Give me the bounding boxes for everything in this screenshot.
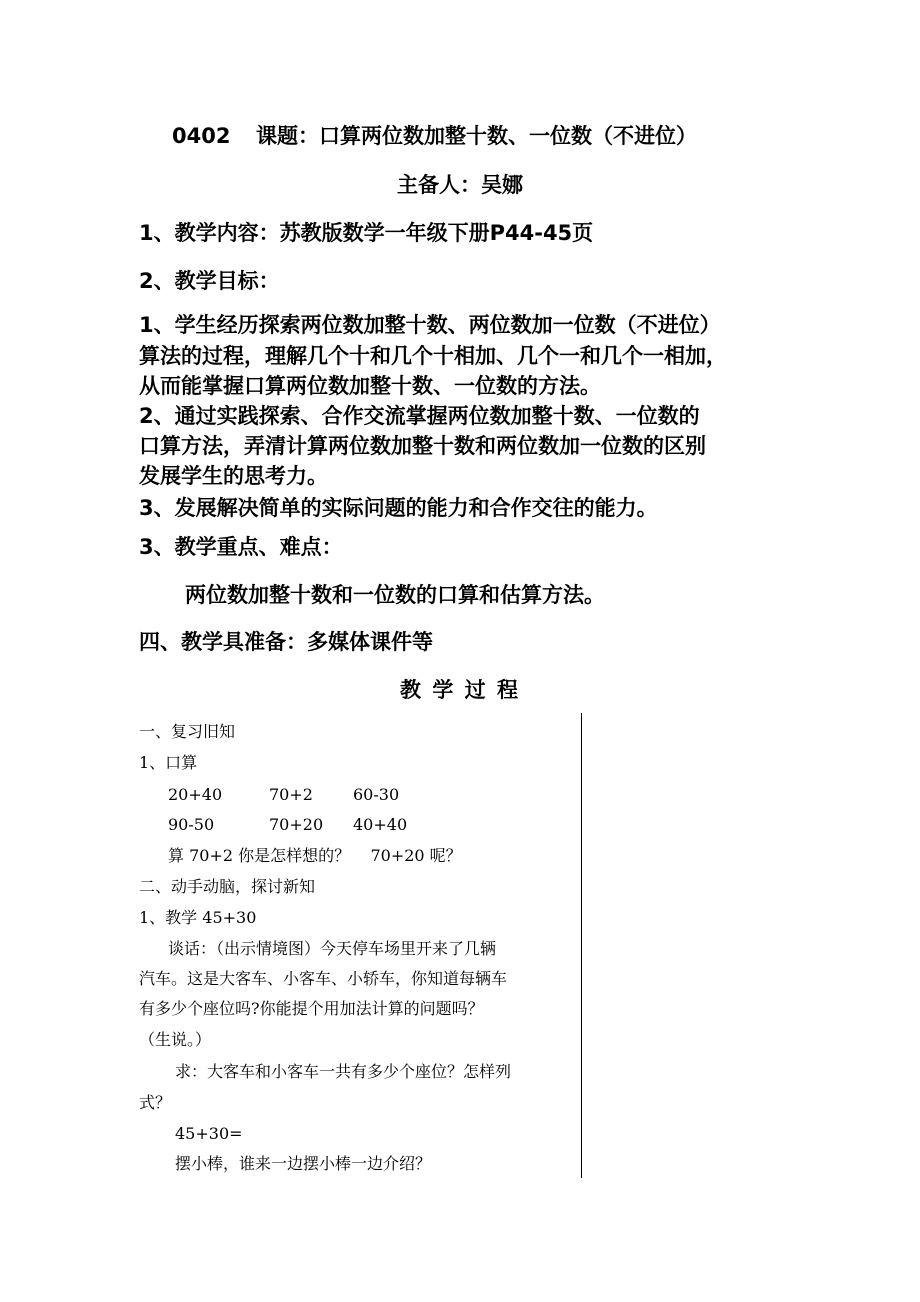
talk-line: 汽车。这是大客车、小客车、小轿车，你知道每辆车: [139, 969, 508, 988]
oral-expr: 60-30: [353, 785, 400, 804]
oral-expr: 20+40: [168, 785, 223, 804]
teach-heading: 1、教学 45+30: [139, 908, 257, 927]
goal-line: 2、通过实践探索、合作交流掌握两位数加整十数、一位数的: [139, 404, 700, 428]
goals-heading: 2、教学目标：: [139, 269, 280, 293]
lesson-code: 0402: [172, 124, 231, 148]
preparer: 主备人：吴娜: [397, 173, 523, 197]
column-divider: [581, 713, 582, 1178]
talk-line: 有多少个座位吗?你能提个用加法计算的问题吗？: [139, 999, 484, 1018]
ask-line: 式？: [139, 1093, 172, 1112]
goal-line: 发展学生的思考力。: [139, 464, 328, 488]
teaching-aids: 四、教学具准备：多媒体课件等: [139, 630, 433, 654]
goal-line: 3、发展解决简单的实际问题的能力和合作交往的能力。: [139, 496, 658, 520]
ask-line: 求：大客车和小客车一共有多少个座位？怎样列: [175, 1062, 512, 1081]
goal-line: 1、学生经历探索两位数加整十数、两位数加一位数（不进位）: [139, 313, 721, 337]
key-text: 两位数加整十数和一位数的口算和估算方法。: [185, 583, 605, 607]
oral-expr: 40+40: [353, 815, 408, 834]
oral-expr: 90-50: [168, 815, 215, 834]
review-heading: 一、复习旧知: [139, 722, 236, 741]
goal-line: 口算方法，弄清计算两位数加整十数和两位数加一位数的区别: [139, 434, 706, 458]
lesson-title-text: 课题：口算两位数加整十数、一位数（不进位）: [256, 124, 697, 148]
process-heading: 教 学 过 程: [400, 678, 520, 702]
teaching-content: 1、教学内容：苏教版数学一年级下册P44-45页: [139, 221, 594, 245]
oral-row: [168, 784, 468, 806]
expression: 45+30=: [175, 1124, 243, 1143]
sticks-line: 摆小棒，谁来一边摆小棒一边介绍？: [175, 1154, 432, 1173]
oral-expr: 70+20: [269, 815, 324, 834]
talk-line: 谈话：（出示情境图）今天停车场里开来了几辆: [168, 939, 497, 958]
oral-expr: 70+2: [269, 785, 313, 804]
lesson-title: [172, 122, 697, 150]
oral-question: 算 70+2 你是怎样想的？ 70+20 呢？: [168, 846, 462, 865]
talk-line: （生说。）: [139, 1030, 212, 1049]
goal-line: 从而能掌握口算两位数加整十数、一位数的方法。: [139, 374, 601, 398]
explore-heading: 二、动手动脑，探讨新知: [139, 877, 316, 896]
goal-line: 算法的过程，理解几个十和几个十相加、几个一和几个一相加，: [139, 344, 727, 368]
key-heading: 3、教学重点、难点：: [139, 535, 343, 559]
oral-heading: 1、口算: [139, 753, 198, 772]
oral-row: [168, 814, 468, 836]
